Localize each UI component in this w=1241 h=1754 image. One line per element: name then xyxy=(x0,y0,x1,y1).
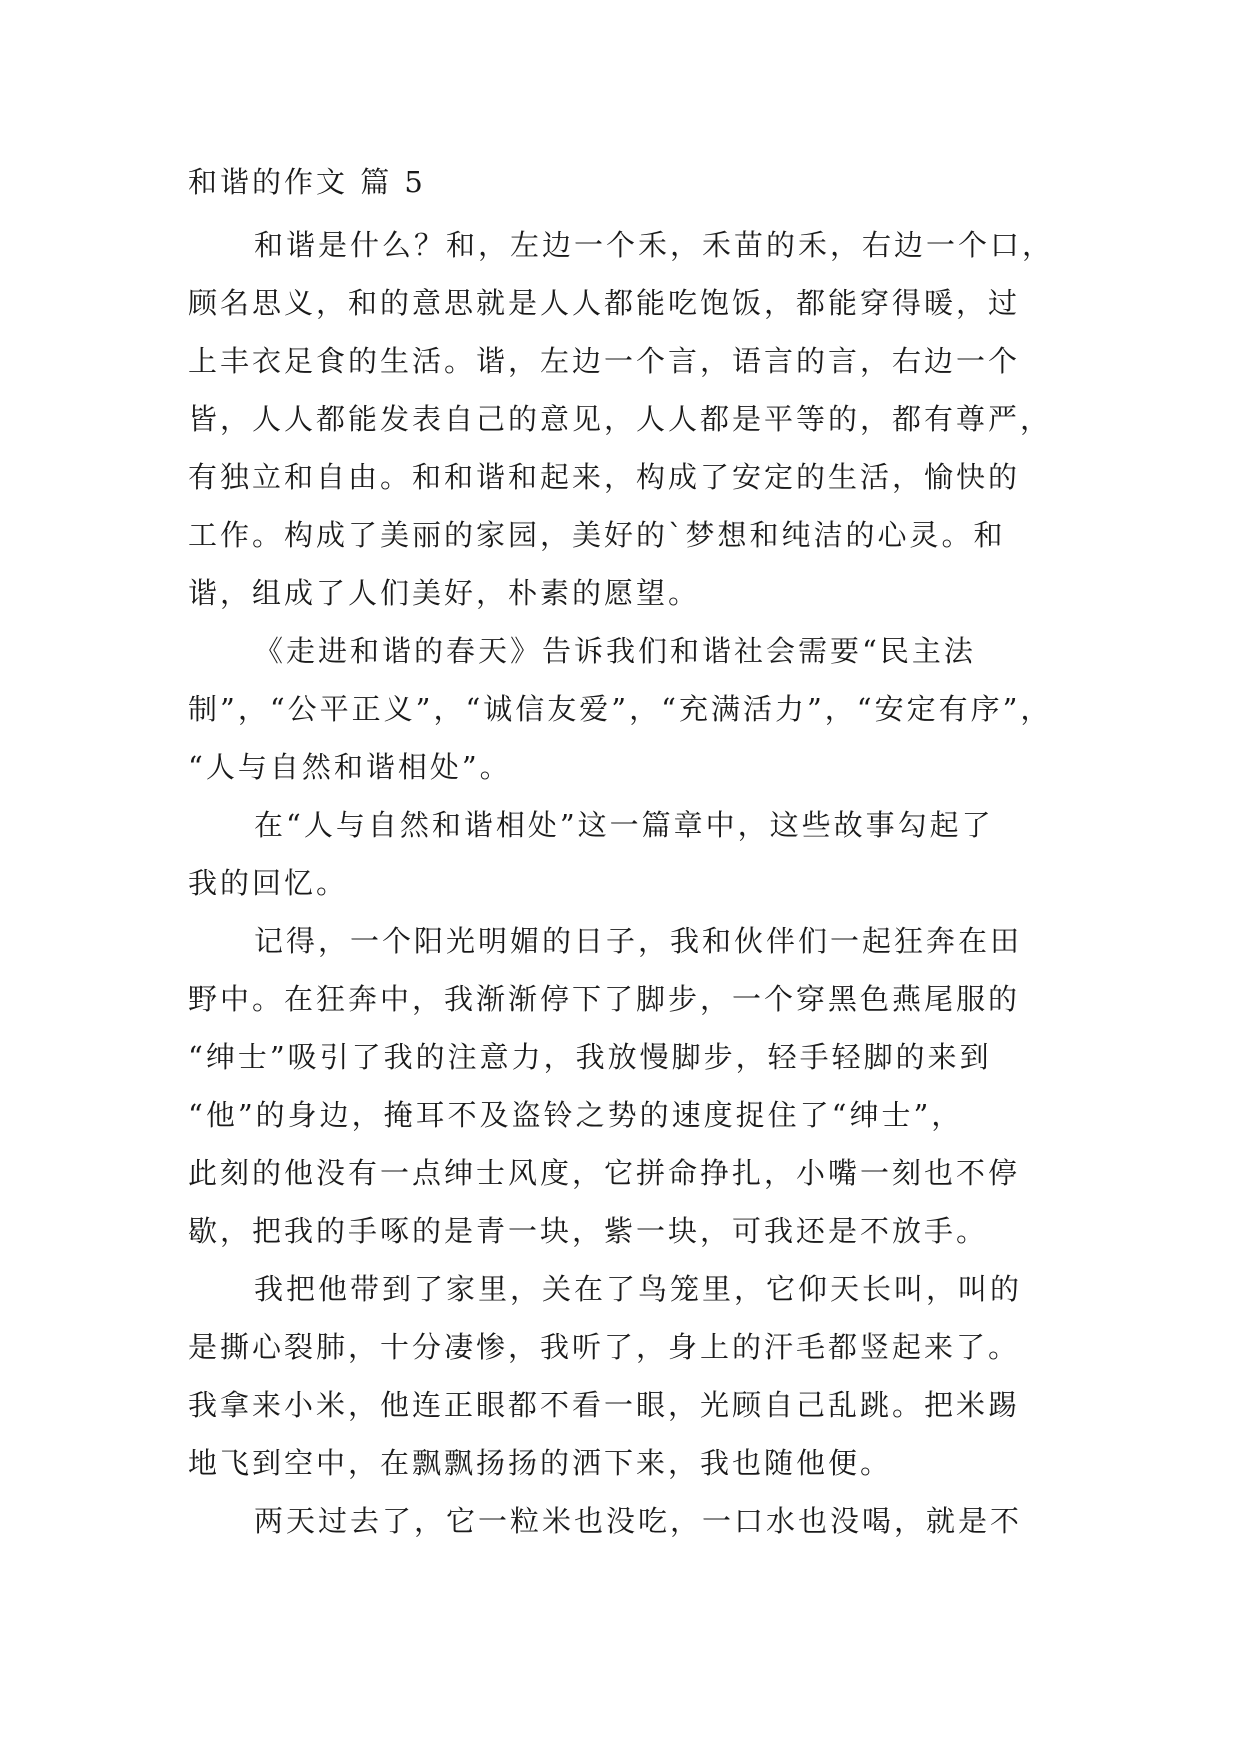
document-title: 和谐的作文 篇 5 xyxy=(188,165,426,199)
text-line: 野中。在狂奔中，我渐渐停下了脚步，一个穿黑色燕尾服的 xyxy=(188,982,1021,1016)
text-line: 是撕心裂肺，十分凄惨，我听了，身上的汗毛都竖起来了。 xyxy=(188,1330,1021,1364)
text-line: 工作。构成了美丽的家园，美好的`梦想和纯洁的心灵。和 xyxy=(188,518,1006,552)
text-line: 我把他带到了家里，关在了鸟笼里，它仰天长叫，叫的 xyxy=(254,1272,1023,1306)
text-line: 在“人与自然和谐相处”这一篇章中，这些故事勾起了 xyxy=(254,808,994,842)
text-line: 此刻的他没有一点绅士风度，它拼命挣扎，小嘴一刻也不停 xyxy=(188,1156,1021,1190)
text-line: 制”，“公平正义”，“诚信友爱”，“充满活力”，“安定有序”， xyxy=(188,692,1053,726)
text-line: 两天过去了，它一粒米也没吃，一口水也没喝，就是不 xyxy=(254,1504,1023,1538)
text-line: 歇，把我的手啄的是青一块，紫一块，可我还是不放手。 xyxy=(188,1214,989,1248)
text-line: 《走进和谐的春天》告诉我们和谐社会需要“民主法 xyxy=(254,634,976,668)
text-line: 我拿来小米，他连正眼都不看一眼，光顾自己乱跳。把米踢 xyxy=(188,1388,1021,1422)
text-line: “绅士”吸引了我的注意力，我放慢脚步，轻手轻脚的来到 xyxy=(188,1040,992,1074)
text-line: “他”的身边，掩耳不及盗铃之势的速度捉住了“绅士”， xyxy=(188,1098,964,1132)
text-line: 皆，人人都能发表自己的意见，人人都是平等的，都有尊严， xyxy=(188,402,1053,436)
text-line: 记得，一个阳光明媚的日子，我和伙伴们一起狂奔在田 xyxy=(254,924,1023,958)
text-line: “人与自然和谐相处”。 xyxy=(188,750,512,784)
text-line: 谐，组成了人们美好，朴素的愿望。 xyxy=(188,576,701,610)
document-body xyxy=(188,162,1068,1550)
text-lines xyxy=(188,216,1068,1550)
text-line: 地飞到空中，在飘飘扬扬的洒下来，我也随他便。 xyxy=(188,1446,893,1480)
text-line: 有独立和自由。和和谐和起来，构成了安定的生活，愉快的 xyxy=(188,460,1021,494)
text-line: 我的回忆。 xyxy=(188,866,349,900)
text-line: 和谐是什么？和，左边一个禾，禾苗的禾，右边一个口， xyxy=(254,228,1055,262)
text-line: 顾名思义，和的意思就是人人都能吃饱饭，都能穿得暖，过 xyxy=(188,286,1021,320)
text-line: 上丰衣足食的生活。谐，左边一个言，语言的言，右边一个 xyxy=(188,344,1021,378)
